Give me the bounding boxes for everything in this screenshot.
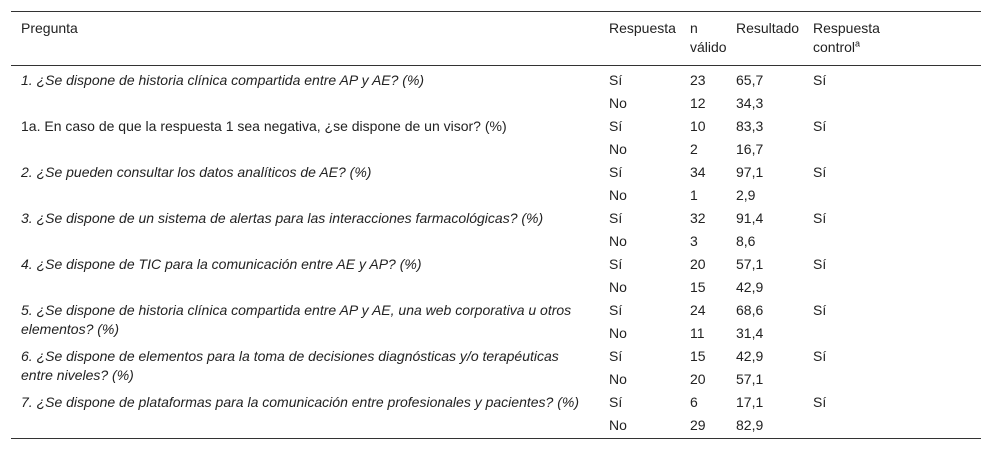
control-cell	[803, 93, 981, 116]
control-cell: Sí	[813, 256, 827, 272]
answer-cell: No	[609, 187, 627, 203]
control-cell	[803, 369, 981, 392]
header-respuesta-control: Respuesta control$^a$	[813, 20, 880, 55]
result-cell: 57,1	[736, 371, 764, 387]
answer-cell: Sí	[609, 348, 623, 364]
result-cell: 91,4	[736, 210, 764, 226]
result-cell: 16,7	[736, 141, 764, 157]
n-valid-cell: 1	[690, 187, 698, 203]
table-row	[11, 116, 981, 139]
control-cell: Sí	[813, 394, 827, 410]
control-cell: Sí	[813, 164, 827, 180]
n-valid-cell: 32	[690, 210, 706, 226]
result-cell: 57,1	[736, 256, 764, 272]
n-valid-cell: 10	[690, 118, 706, 134]
n-valid-cell: 20	[690, 371, 706, 387]
result-cell: 42,9	[736, 348, 764, 364]
table-row	[11, 392, 981, 415]
n-valid-cell: 11	[690, 325, 705, 341]
control-cell	[803, 277, 981, 300]
answer-cell: No	[609, 417, 627, 433]
table-row	[11, 300, 981, 323]
answer-cell: No	[609, 279, 627, 295]
header-n-valido: n válido	[690, 20, 727, 55]
n-valid-cell: 23	[690, 72, 706, 88]
control-cell	[803, 185, 981, 208]
n-valid-cell: 20	[690, 256, 706, 272]
table-row	[11, 346, 981, 369]
result-cell: 83,3	[736, 118, 764, 134]
control-cell	[803, 231, 981, 254]
answer-cell: Sí	[609, 256, 623, 272]
answer-cell: Sí	[609, 72, 623, 88]
control-cell: Sí	[813, 348, 827, 364]
answer-cell: No	[609, 371, 627, 387]
results-table	[11, 11, 981, 439]
result-cell: 42,9	[736, 279, 764, 295]
question-cell: 1a. En caso de que la respuesta 1 sea negativa, ¿se dispone de un visor? (%)	[21, 118, 507, 134]
header-pregunta: Pregunta	[21, 20, 78, 36]
answer-cell: Sí	[609, 118, 623, 134]
answer-cell: No	[609, 233, 627, 249]
answer-cell: No	[609, 95, 627, 111]
result-cell: 65,7	[736, 72, 764, 88]
control-cell	[803, 139, 981, 162]
footnote-marker: a	[855, 38, 861, 49]
answer-cell: Sí	[609, 164, 623, 180]
control-cell: Sí	[813, 302, 827, 318]
header-resultado: Resultado	[736, 20, 800, 36]
answer-cell: Sí	[609, 394, 623, 410]
table-row	[11, 66, 981, 94]
result-cell: 8,6	[736, 233, 756, 249]
n-valid-cell: 6	[690, 394, 698, 410]
result-cell: 34,3	[736, 95, 764, 111]
n-valid-cell: 34	[690, 164, 706, 180]
answer-cell: Sí	[609, 302, 623, 318]
question-cell: 1. ¿Se dispone de historia clínica compartida entre AP y AE? (%)	[21, 72, 425, 88]
table-row	[11, 208, 981, 231]
result-cell: 97,1	[736, 164, 764, 180]
n-valid-cell: 12	[690, 95, 706, 111]
n-valid-cell: 3	[690, 233, 698, 249]
table-header-row	[11, 12, 981, 66]
result-cell: 31,4	[736, 325, 764, 341]
n-valid-cell: 15	[690, 279, 706, 295]
question-cell: 2. ¿Se pueden consultar los datos analíticos de AE? (%)	[21, 164, 372, 180]
table-row	[11, 254, 981, 277]
answer-cell: Sí	[609, 210, 623, 226]
table-row	[11, 162, 981, 185]
n-valid-cell: 29	[690, 417, 706, 433]
result-cell: 82,9	[736, 417, 764, 433]
result-cell: 2,9	[736, 187, 756, 203]
question-cell: 7. ¿Se dispone de plataformas para la comunicación entre profesionales y pacientes? (%)	[21, 394, 579, 410]
control-cell: Sí	[813, 210, 827, 226]
result-cell: 17,1	[736, 394, 764, 410]
n-valid-cell: 24	[690, 302, 706, 318]
n-valid-cell: 15	[690, 348, 706, 364]
question-cell: 4. ¿Se dispone de TIC para la comunicación entre AE y AP? (%)	[21, 256, 422, 272]
control-cell	[803, 415, 981, 439]
result-cell: 68,6	[736, 302, 764, 318]
control-cell: Sí	[813, 118, 827, 134]
question-cell: 6. ¿Se dispone de elementos para la toma de decisiones diagnósticas y/o terapéuticas entre niveles? (%)	[21, 348, 559, 383]
control-cell	[803, 323, 981, 346]
answer-cell: No	[609, 325, 627, 341]
answer-cell: No	[609, 141, 627, 157]
table-body	[11, 66, 981, 439]
control-cell: Sí	[813, 72, 827, 88]
n-valid-cell: 2	[690, 141, 698, 157]
question-cell: 3. ¿Se dispone de un sistema de alertas para las interacciones farmacológicas? (%)	[21, 210, 544, 226]
question-cell: 5. ¿Se dispone de historia clínica compartida entre AP y AE, una web corporativa u otros elementos? (%)	[21, 302, 572, 337]
header-respuesta: Respuesta	[609, 20, 676, 36]
